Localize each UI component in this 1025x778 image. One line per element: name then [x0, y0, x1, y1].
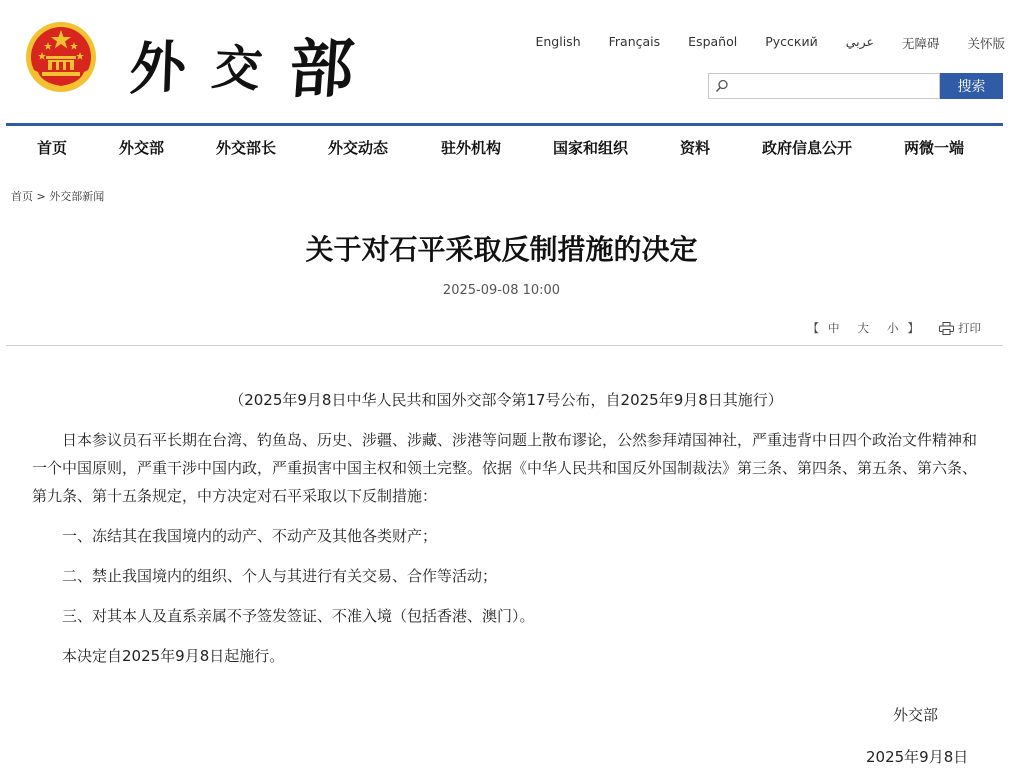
- font-size-large-button[interactable]: 大: [857, 321, 869, 335]
- lang-french-link[interactable]: Français: [608, 34, 661, 49]
- font-size-bracket-open: 【: [807, 321, 819, 335]
- article-title: 关于对石平采取反制措施的决定: [305, 233, 698, 266]
- article-body: [32, 386, 980, 682]
- article-paragraph: 日本参议员石平长期在台湾、钓鱼岛、历史、涉疆、涉藏、涉港等问题上散布谬论，公然参拜靖国神社，严重违背中日四个政治文件精神和一个中国原则，严重干涉中国内政，严重损害中国主权和领土完整。依据《中华人民共和国反外国制裁法》第三条、第四条、第五条、第六条、第九条、第十五条规定，中方决定对石平采取以下反制措施：: [32, 431, 978, 505]
- breadcrumb-separator: >: [36, 190, 46, 203]
- logo-char: 部: [286, 30, 359, 109]
- article-subtitle: （2025年9月8日中华人民共和国外交部令第17号公布，自2025年9月8日其施行）: [229, 391, 783, 409]
- language-bar: [507, 34, 1005, 52]
- logo-char: 外: [128, 33, 190, 103]
- nav-item-ministry[interactable]: 外交部: [119, 139, 165, 157]
- countermeasure-item-1: 一、冻结其在我国境内的动产、不动产及其他各类财产；: [62, 527, 438, 545]
- site-logo-calligraphy[interactable]: [125, 14, 362, 114]
- effective-date-statement: 本决定自2025年9月8日起施行。: [62, 647, 285, 665]
- countermeasure-item-2: 二、禁止我国境内的组织、个人与其进行有关交易、合作等活动；: [62, 567, 498, 585]
- lang-russian-link[interactable]: Русский: [765, 34, 818, 49]
- article-date: 2025-09-08 10:00: [442, 283, 561, 298]
- lang-arabic-link[interactable]: عربي: [845, 34, 874, 49]
- breadcrumb: [11, 188, 104, 204]
- breadcrumb-current-link[interactable]: 外交部新闻: [49, 190, 105, 203]
- search-input[interactable]: [733, 76, 937, 96]
- nav-item-home[interactable]: 首页: [37, 139, 68, 157]
- logo-char: 交: [209, 39, 268, 98]
- issue-date: 2025年9月8日: [866, 748, 969, 766]
- print-label: 打印: [958, 321, 981, 335]
- search-box: [708, 73, 940, 99]
- care-mode-link[interactable]: 关怀版: [967, 36, 1005, 51]
- accessibility-link[interactable]: 无障碍: [901, 36, 940, 51]
- font-size-medium-button[interactable]: 中: [828, 321, 840, 335]
- search-button[interactable]: 搜索: [940, 73, 1003, 99]
- nav-item-countries-organizations[interactable]: 国家和组织: [553, 139, 629, 157]
- nav-item-resources[interactable]: 资料: [680, 139, 711, 157]
- article-divider: [6, 345, 1003, 346]
- breadcrumb-home-link[interactable]: 首页: [11, 190, 33, 203]
- font-size-bracket-close: 】: [907, 321, 919, 335]
- nav-item-missions-abroad[interactable]: 驻外机构: [441, 139, 502, 157]
- nav-item-social-media[interactable]: 两微一端: [904, 139, 965, 157]
- print-button[interactable]: [939, 320, 981, 336]
- site-header: [0, 0, 1025, 124]
- nav-item-government-info[interactable]: 政府信息公开: [762, 139, 853, 157]
- search-icon: [715, 79, 729, 93]
- font-size-small-button[interactable]: 小: [887, 321, 899, 335]
- main-nav: [6, 126, 1003, 168]
- article-tools: [808, 320, 982, 336]
- nav-item-minister[interactable]: 外交部长: [216, 139, 277, 157]
- printer-icon: [939, 322, 954, 335]
- issuer-signature: 外交部: [893, 706, 939, 724]
- countermeasure-item-3: 三、对其本人及直系亲属不予签发签证、不准入境（包括香港、澳门）。: [62, 607, 535, 625]
- lang-english-link[interactable]: English: [535, 34, 581, 49]
- national-emblem-icon[interactable]: [24, 20, 98, 94]
- nav-item-diplomatic-news[interactable]: 外交动态: [328, 139, 389, 157]
- lang-spanish-link[interactable]: Español: [688, 34, 738, 49]
